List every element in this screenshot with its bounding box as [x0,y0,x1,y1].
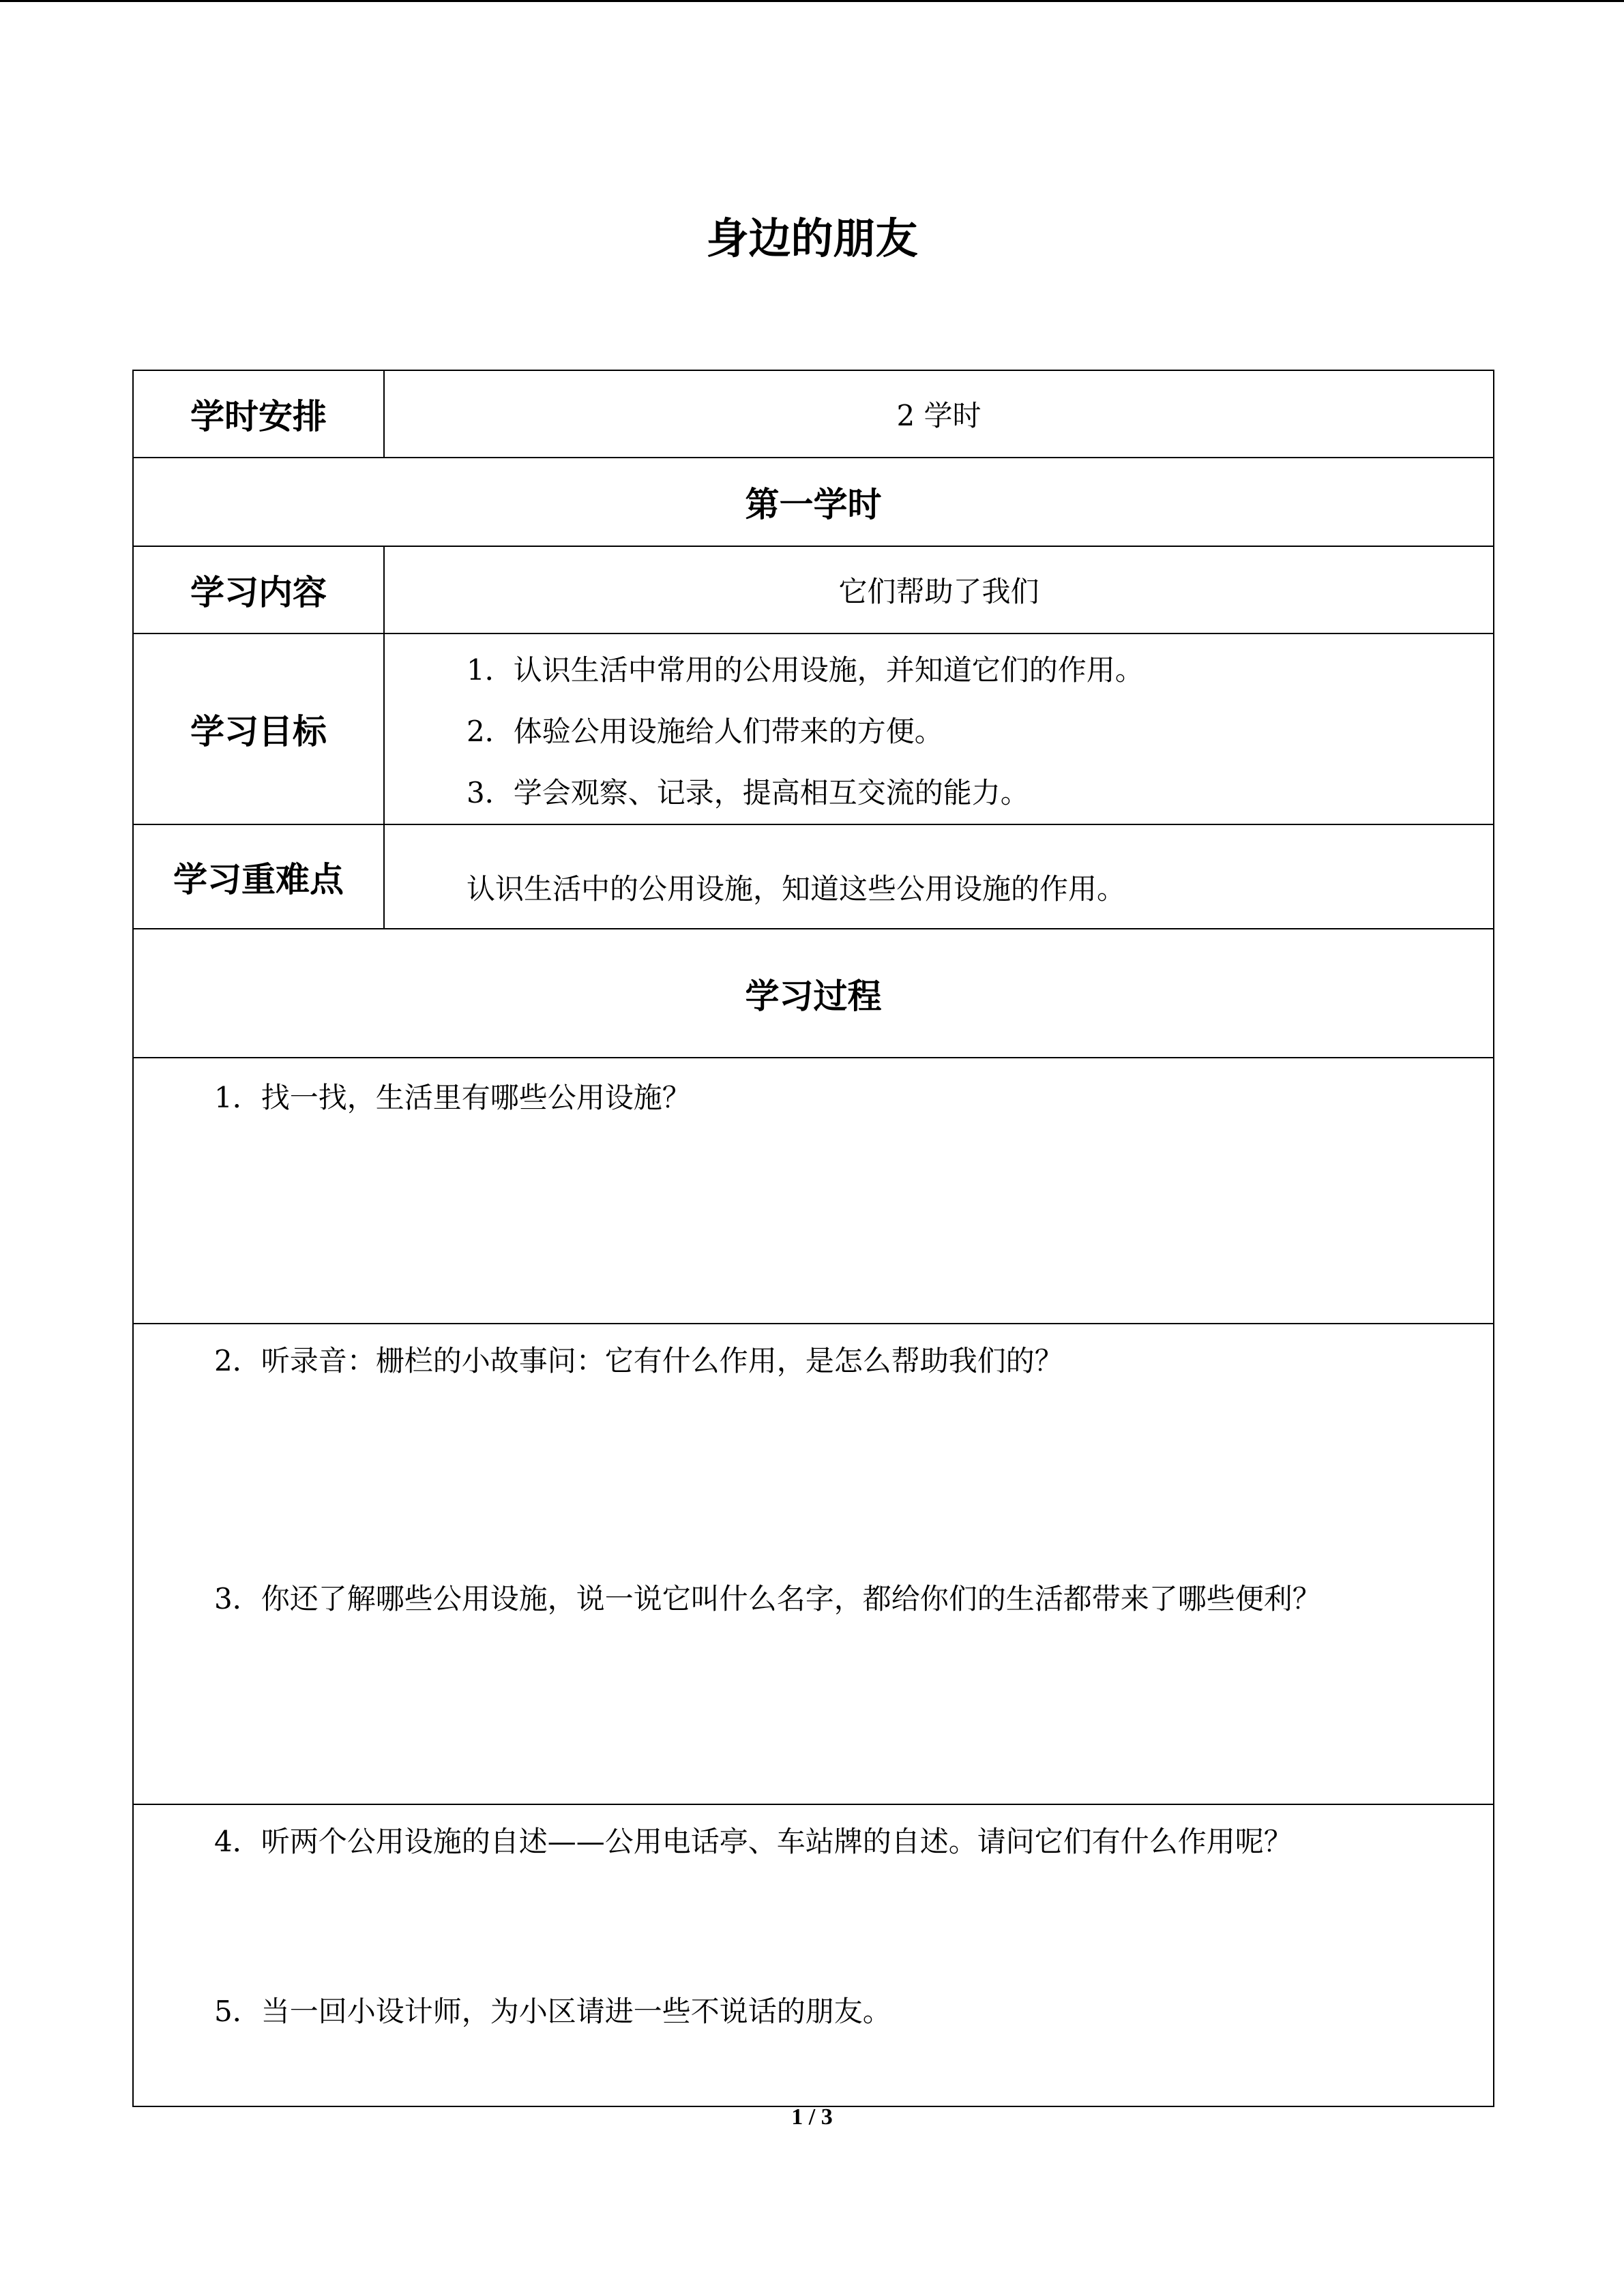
goal-item: 1．认识生活中常用的公用设施，并知道它们的作用。 [467,653,1144,687]
key-points-value: 认识生活中的公用设施，知道这些公用设施的作用。 [384,824,1494,929]
schedule-value: 2 学时 [384,370,1494,458]
content-row [133,546,1494,633]
process-heading: 学习过程 [133,929,1494,1058]
schedule-row [133,370,1494,458]
goals-list [384,633,1494,824]
process-row [133,929,1494,1058]
step-row [133,1058,1494,1324]
session-row [133,458,1494,546]
step-text: 5．当一回小设计师，为小区请进一些不说话的朋友。 [214,1995,891,2028]
goals-label: 学习目标 [133,633,384,824]
key-points-label: 学习重难点 [133,824,384,929]
top-border-line [0,0,1624,2]
goals-row [133,633,1494,824]
step-cell [133,1058,1494,1324]
schedule-label: 学时安排 [133,370,384,458]
step-text: 3．你还了解哪些公用设施，说一说它叫什么名字，都给你们的生活都带来了哪些便利？ [214,1582,1321,1615]
goal-item: 3．学会观察、记录，提高相互交流的能力。 [467,776,1029,809]
step-text: 4．听两个公用设施的自述——公用电话亭、车站牌的自述。请问它们有什么作用呢？ [214,1825,1293,1858]
page-title: 身边的朋友 [706,213,918,263]
step-cell [133,1804,1494,2106]
content-value: 它们帮助了我们 [384,546,1494,633]
page-number: 1 / 3 [791,2104,833,2130]
step-text: 1．找一找，生活里有哪些公用设施？ [214,1081,691,1114]
step-row [133,1324,1494,1804]
step-row [133,1804,1494,2106]
step-text: 2．听录音：栅栏的小故事问：它有什么作用，是怎么帮助我们的？ [214,1344,1063,1377]
goal-item: 2．体验公用设施给人们带来的方便。 [467,715,943,748]
key-points-row [133,824,1494,929]
study-plan-table [132,370,1494,2107]
content-label: 学习内容 [133,546,384,633]
session-heading: 第一学时 [133,458,1494,546]
step-cell [133,1324,1494,1804]
